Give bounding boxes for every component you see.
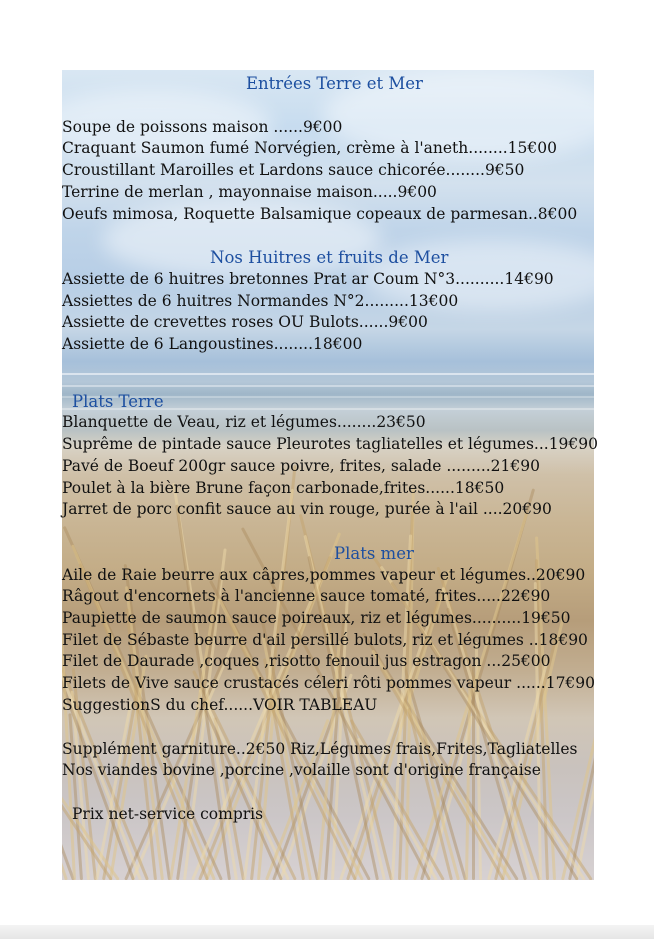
price-note: Prix net-service compris	[72, 804, 264, 823]
menu-item: Assiette de 6 Langoustines........18€00	[62, 335, 363, 354]
section-title-plats-mer: Plats mer	[334, 543, 414, 563]
section-title-entrees: Entrées Terre et Mer	[246, 74, 423, 93]
menu-item: Filets de Vive sauce crustacés céleri rôti pommes vapeur ......17€90	[62, 674, 596, 693]
supplement-note: Supplément garniture..2€50 Riz,Légumes frais,Frites,Tagliatelles	[62, 739, 578, 758]
menu-item: Croustillant Maroilles et Lardons sauce chicorée........9€50	[62, 161, 525, 180]
menu-item: Soupe de poissons maison ......9€00	[62, 117, 343, 136]
menu-item: Filet de Daurade ,coques ,risotto fenouil jus estragon ...25€00	[62, 652, 551, 671]
menu-item: Assiette de 6 huitres bretonnes Prat ar Coum N°3..........14€90	[62, 269, 554, 288]
meat-origin-note: Nos viandes bovine ,porcine ,volaille sont d'origine française	[62, 761, 541, 780]
menu-item: Terrine de merlan , mayonnaise maison.....9€00	[62, 182, 437, 201]
section-title-plats-terre: Plats Terre	[72, 391, 164, 411]
menu-item: Oeufs mimosa, Roquette Balsamique copeaux de parmesan..8€00	[62, 204, 578, 223]
menu-item: Assiettes de 6 huitres Normandes N°2.........13€00	[62, 291, 459, 310]
menu-item: Blanquette de Veau, riz et légumes........23€50	[62, 413, 426, 432]
page-bottom-edge	[0, 925, 654, 939]
menu-item: SuggestionS du chef......VOIR TABLEAU	[62, 695, 378, 714]
menu-item: Râgout d'encornets à l'ancienne sauce tomaté, frites.....22€90	[62, 587, 551, 606]
menu-item: Assiette de crevettes roses OU Bulots......9€00	[62, 313, 428, 332]
menu-item: Paupiette de saumon sauce poireaux, riz et légumes..........19€50	[62, 609, 571, 628]
menu-item: Filet de Sébaste beurre d'ail persillé bulots, riz et légumes ..18€90	[62, 630, 588, 649]
menu-item: Craquant Saumon fumé Norvégien, crème à l'aneth........15€00	[62, 139, 557, 158]
restaurant-menu	[62, 70, 622, 826]
menu-item: Pavé de Boeuf 200gr sauce poivre, frites, salade .........21€90	[62, 456, 540, 475]
section-title-huitres: Nos Huitres et fruits de Mer	[210, 248, 449, 268]
menu-item: Jarret de porc confit sauce au vin rouge, purée à l'ail ....20€90	[62, 500, 552, 519]
menu-item: Suprême de pintade sauce Pleurotes tagliatelles et légumes...19€90	[62, 435, 598, 454]
menu-item: Poulet à la bière Brune façon carbonade,frites......18€50	[62, 478, 505, 497]
menu-item: Aile de Raie beurre aux câpres,pommes vapeur et légumes..20€90	[62, 565, 586, 584]
